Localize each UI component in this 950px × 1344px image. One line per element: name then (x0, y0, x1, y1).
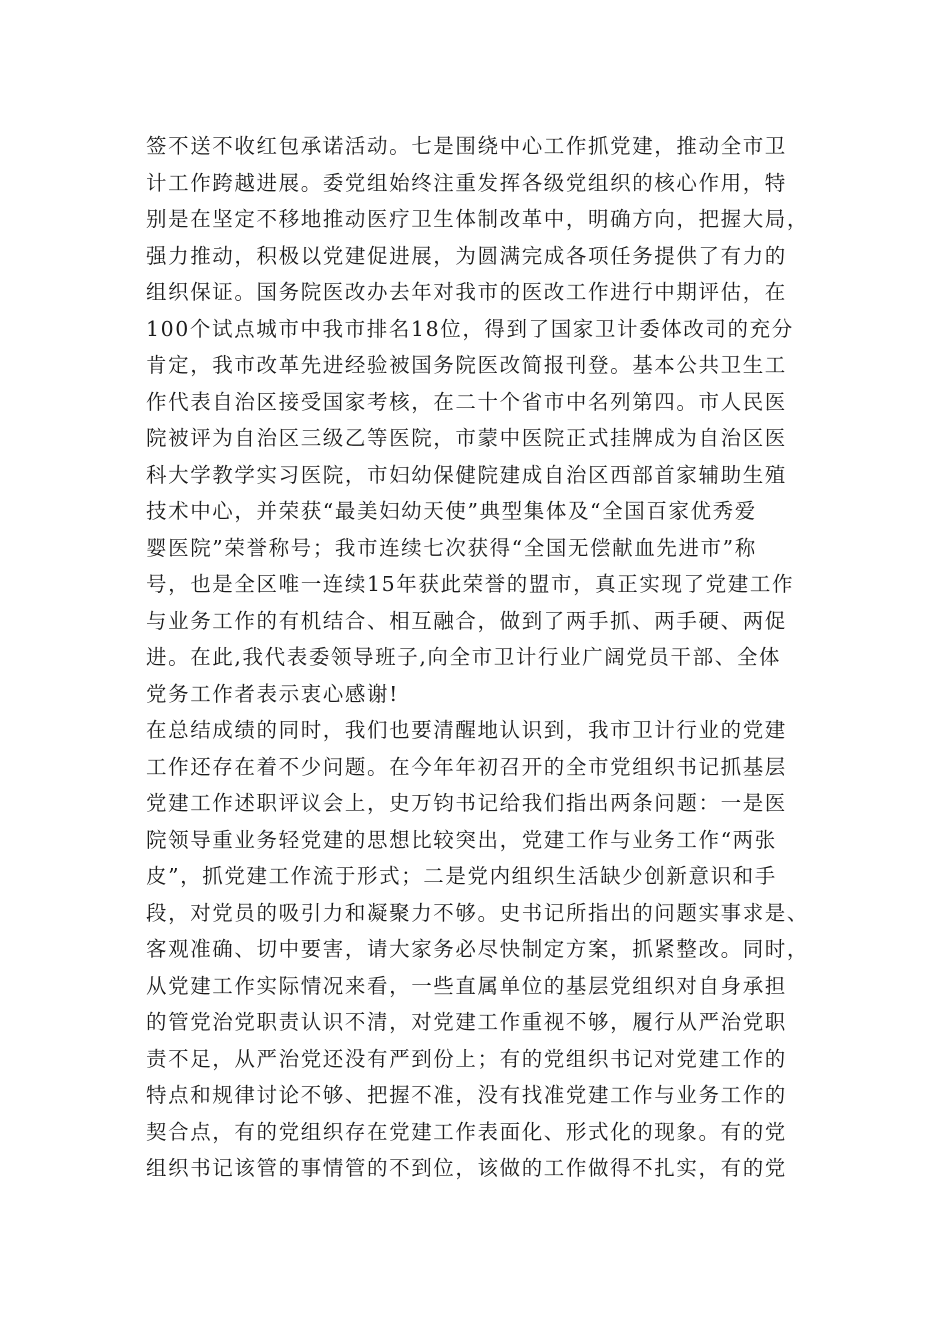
text-line: 工作还存在着不少问题。在今年年初召开的全市党组织书记抓基层 (146, 754, 787, 779)
text-line: 科大学教学实习医院，市妇幼保健院建成自治区西部首家辅助生殖 (146, 462, 787, 487)
text-line: 进。在此,我代表委领导班子,向全市卫计行业广阔党员干部、全体 (146, 645, 782, 669)
text-line: 从党建工作实际情况来看，一些直属单位的基层党组织对自身承担 (146, 973, 787, 998)
text-line: 院领导重业务轻党建的思想比较突出，党建工作与业务工作“两张 (146, 827, 777, 852)
text-line: 党建工作述职评议会上，史万钧书记给我们指出两条问题：一是医 (146, 791, 787, 815)
text-line: 组织保证。国务院医改办去年对我市的医改工作进行中期评估，在 (146, 280, 787, 304)
text-line: 计工作跨越进展。委党组始终注重发挥各级党组织的核心作用，特 (146, 170, 787, 195)
text-line: 100个试点城市中我市排名18位，得到了国家卫计委体改司的充分 (146, 316, 794, 341)
text-line: 段，对党员的吸引力和凝聚力不够。史书记所指出的问题实事求是、 (146, 900, 809, 925)
text-line: 党务工作者表示衷心感谢! (146, 681, 399, 706)
text-line: 特点和规律讨论不够、把握不准，没有找准党建工作与业务工作的 (146, 1083, 787, 1107)
text-line: 与业务工作的有机结合、相互融合，做到了两手抓、两手硬、两促 (146, 608, 787, 633)
text-line: 别是在坚定不移地推动医疗卫生体制改革中，明确方向，把握大局， (146, 207, 809, 231)
text-line: 皮”，抓党建工作流于形式；二是党内组织生活缺少创新意识和手 (146, 864, 777, 888)
text-line: 肯定，我市改革先进经验被国务院医改简报刊登。基本公共卫生工 (146, 353, 787, 377)
text-line: 责不足，从严治党还没有严到份上；有的党组织书记对党建工作的 (146, 1046, 787, 1071)
text-line: 婴医院”荣誉称号；我市连续七次获得“全国无偿献血先进市”称 (146, 535, 757, 560)
text-line: 组织书记该管的事情管的不到位，该做的工作做得不扎实，有的党 (146, 1156, 787, 1180)
text-line: 客观准确、切中要害，请大家务必尽快制定方案，抓紧整改。同时， (146, 937, 809, 961)
text-line: 院被评为自治区三级乙等医院，市蒙中医院正式挂牌成为自治区医 (146, 426, 787, 450)
text-line: 作代表自治区接受国家考核，在二十个省市中名列第四。市人民医 (146, 389, 787, 414)
text-line: 技术中心，并荣获“最美妇幼天使”典型集体及“全国百家优秀爱 (146, 499, 757, 523)
body-text (146, 128, 812, 1187)
text-line: 的管党治党职责认识不清，对党建工作重视不够，履行从严治党职 (146, 1010, 787, 1034)
text-line: 强力推动，积极以党建促进展，为圆满完成各项任务提供了有力的 (146, 243, 787, 268)
text-line: 号，也是全区唯一连续15年获此荣誉的盟市，真正实现了党建工作 (146, 572, 795, 596)
text-line: 签不送不收红包承诺活动。七是围绕中心工作抓党建，推动全市卫 (146, 134, 787, 158)
text-line: 在总结成绩的同时，我们也要清醒地认识到，我市卫计行业的党建 (146, 718, 787, 742)
text-line: 契合点，有的党组织存在党建工作表面化、形式化的现象。有的党 (146, 1119, 787, 1144)
